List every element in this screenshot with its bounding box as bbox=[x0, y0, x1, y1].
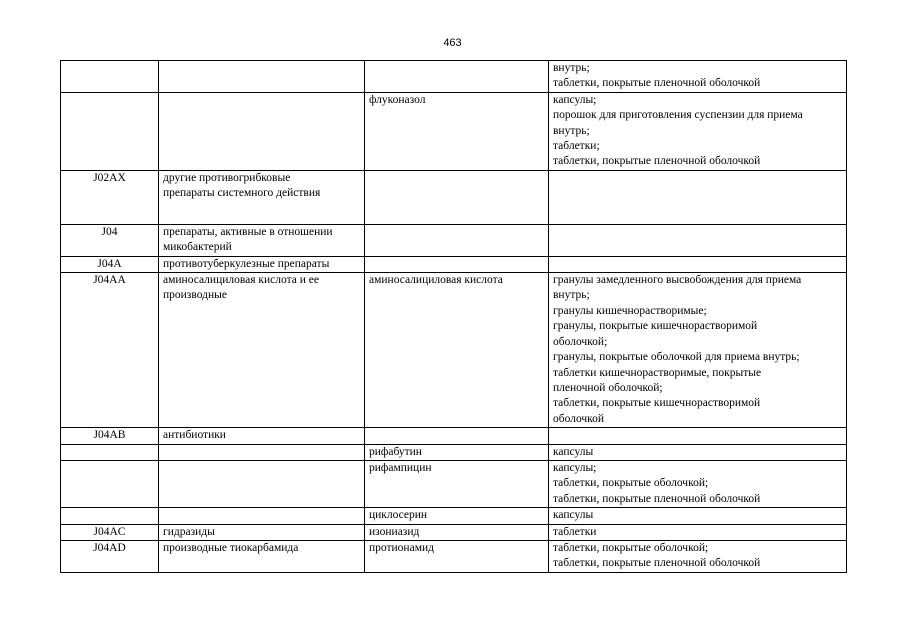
group-cell bbox=[159, 92, 365, 170]
atc-code-cell: J04AA bbox=[61, 273, 159, 428]
group-cell bbox=[159, 273, 365, 428]
form-line: таблетки кишечнорастворимые, покрытые bbox=[553, 366, 762, 379]
forms-cell bbox=[549, 170, 847, 224]
drug-cell: протионамид bbox=[365, 540, 549, 572]
form-line: таблетки; bbox=[553, 140, 600, 153]
table-row bbox=[61, 273, 847, 428]
form-line: капсулы bbox=[553, 445, 594, 458]
table-row bbox=[61, 92, 847, 170]
table-row bbox=[61, 444, 847, 460]
group-line: противотуберкулезные препараты bbox=[163, 257, 330, 270]
forms-cell bbox=[549, 428, 847, 444]
form-line: таблетки, покрытые пленочной оболочкой bbox=[553, 492, 761, 505]
group-cell bbox=[159, 444, 365, 460]
forms-cell bbox=[549, 524, 847, 540]
group-line: производные тиокарбамида bbox=[163, 541, 299, 554]
form-line: внутрь; bbox=[553, 289, 590, 302]
atc-code-cell: J04AD bbox=[61, 540, 159, 572]
form-line: таблетки, покрытые пленочной оболочкой bbox=[553, 77, 761, 90]
forms-cell bbox=[549, 540, 847, 572]
table-row bbox=[61, 256, 847, 272]
form-line: гранулы кишечнорастворимые; bbox=[553, 304, 707, 317]
form-line: таблетки bbox=[553, 525, 597, 538]
form-line: капсулы; bbox=[553, 461, 597, 474]
drug-cell bbox=[365, 224, 549, 256]
forms-cell bbox=[549, 61, 847, 93]
form-line: гранулы замедленного высвобождения для приема bbox=[553, 274, 802, 287]
drug-cell: рифампицин bbox=[365, 460, 549, 507]
form-line: внутрь; bbox=[553, 124, 590, 137]
atc-code-cell: J04AB bbox=[61, 428, 159, 444]
drug-cell: аминосалициловая кислота bbox=[365, 273, 549, 428]
table-row bbox=[61, 460, 847, 507]
forms-cell bbox=[549, 92, 847, 170]
drug-cell: изониазид bbox=[365, 524, 549, 540]
atc-code-cell bbox=[61, 508, 159, 524]
atc-code-cell bbox=[61, 444, 159, 460]
form-line: оболочкой bbox=[553, 412, 605, 425]
atc-code-cell bbox=[61, 61, 159, 93]
group-cell bbox=[159, 428, 365, 444]
forms-cell bbox=[549, 256, 847, 272]
forms-cell bbox=[549, 460, 847, 507]
table-row bbox=[61, 428, 847, 444]
atc-code-cell bbox=[61, 92, 159, 170]
table-row bbox=[61, 170, 847, 224]
group-cell bbox=[159, 460, 365, 507]
table-row bbox=[61, 224, 847, 256]
group-cell bbox=[159, 524, 365, 540]
atc-code-cell: J04A bbox=[61, 256, 159, 272]
group-line: аминосалициловая кислота и ее bbox=[163, 274, 319, 287]
table-row bbox=[61, 61, 847, 93]
drug-table bbox=[60, 60, 847, 573]
atc-code-cell: J02AX bbox=[61, 170, 159, 224]
atc-code-cell: J04 bbox=[61, 224, 159, 256]
drug-cell: циклосерин bbox=[365, 508, 549, 524]
group-line: другие противогрибковые bbox=[163, 171, 291, 184]
group-line: гидразиды bbox=[163, 525, 215, 538]
table-row bbox=[61, 540, 847, 572]
table-row bbox=[61, 524, 847, 540]
form-line: пленочной оболочкой; bbox=[553, 381, 663, 394]
form-line: капсулы; bbox=[553, 93, 597, 106]
group-cell bbox=[159, 170, 365, 224]
group-line: производные bbox=[163, 289, 227, 302]
drug-cell bbox=[365, 428, 549, 444]
form-line: таблетки, покрытые пленочной оболочкой bbox=[553, 557, 761, 570]
drug-cell: флуконазол bbox=[365, 92, 549, 170]
group-line: препараты системного действия bbox=[163, 187, 321, 200]
group-cell bbox=[159, 540, 365, 572]
drug-cell bbox=[365, 61, 549, 93]
group-cell bbox=[159, 224, 365, 256]
group-cell bbox=[159, 256, 365, 272]
group-cell bbox=[159, 508, 365, 524]
forms-cell bbox=[549, 508, 847, 524]
group-line: антибиотики bbox=[163, 429, 226, 442]
forms-cell bbox=[549, 444, 847, 460]
atc-code-cell bbox=[61, 460, 159, 507]
group-line: микобактерий bbox=[163, 241, 232, 254]
page-number: 463 bbox=[443, 37, 462, 49]
form-line: порошок для приготовления суспензии для приема bbox=[553, 109, 803, 122]
form-line: гранулы, покрытые кишечнорастворимой bbox=[553, 320, 758, 333]
group-cell bbox=[159, 61, 365, 93]
form-line: гранулы, покрытые оболочкой для приема внутрь; bbox=[553, 351, 800, 364]
table-row bbox=[61, 508, 847, 524]
form-line: внутрь; bbox=[553, 62, 590, 74]
form-line: таблетки, покрытые кишечнорастворимой bbox=[553, 397, 761, 410]
form-line: оболочкой; bbox=[553, 335, 608, 348]
forms-cell bbox=[549, 224, 847, 256]
form-line: капсулы bbox=[553, 509, 594, 522]
forms-cell bbox=[549, 273, 847, 428]
drug-cell bbox=[365, 256, 549, 272]
drug-cell bbox=[365, 170, 549, 224]
drug-cell: рифабутин bbox=[365, 444, 549, 460]
form-line: таблетки, покрытые оболочкой; bbox=[553, 477, 709, 490]
group-line: препараты, активные в отношении bbox=[163, 225, 333, 238]
form-line: таблетки, покрытые оболочкой; bbox=[553, 541, 709, 554]
form-line: таблетки, покрытые пленочной оболочкой bbox=[553, 155, 761, 168]
atc-code-cell: J04AC bbox=[61, 524, 159, 540]
